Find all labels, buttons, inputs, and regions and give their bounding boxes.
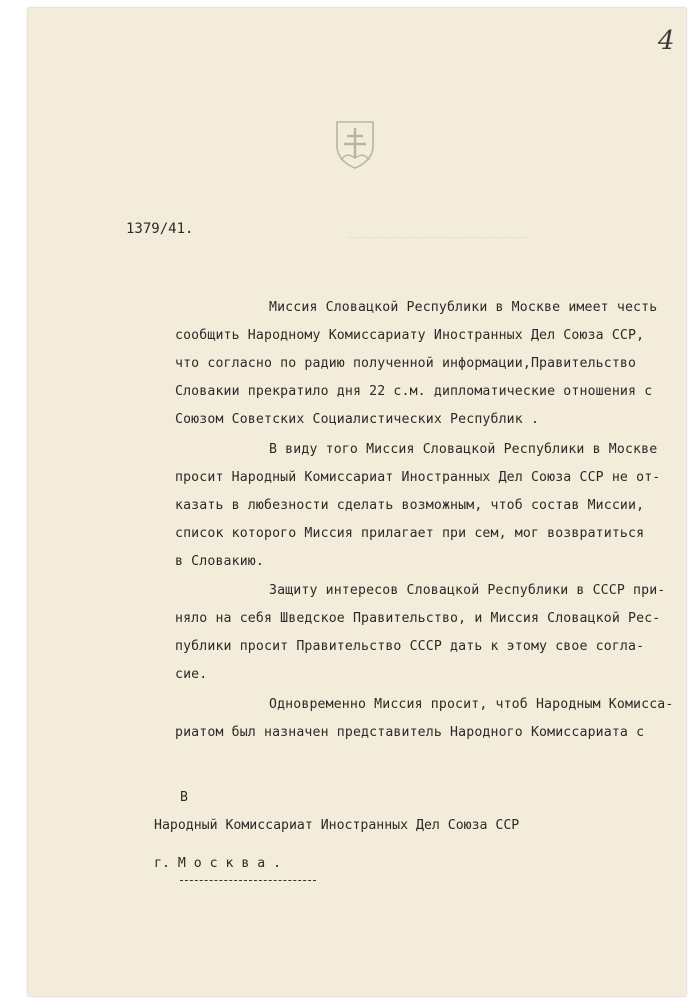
addressee-preposition: В bbox=[180, 790, 188, 805]
paragraph-3-line-3: публики просит Правительство СССР дать к этому свое согла- bbox=[175, 639, 645, 654]
coat-of-arms-emblem bbox=[333, 118, 377, 170]
paragraph-1-line-5: Союзом Советских Социалистических Республик . bbox=[175, 412, 540, 427]
paragraph-2-line-1: В виду того Миссия Словацкой Республики в Москве bbox=[269, 442, 658, 457]
paragraph-2-line-3: казать в любезности сделать возможным, чтоб состав Миссии, bbox=[175, 498, 645, 513]
paragraph-4-line-2: риатом был назначен представитель Народного Комиссариата с bbox=[175, 725, 645, 740]
paragraph-2-line-5: в Словакию. bbox=[175, 554, 264, 569]
document-page bbox=[28, 8, 686, 996]
paragraph-1-line-3: что согласно по радию полученной информации,Правительство bbox=[175, 356, 637, 371]
paragraph-3-line-2: няло на себя Шведское Правительство, и Миссия Словацкой Рес- bbox=[175, 611, 661, 626]
bleed-through-text: ————————————————————————— bbox=[348, 230, 529, 244]
addressee-name: Народный Комиссариат Иностранных Дел Союза ССР bbox=[154, 818, 520, 833]
paragraph-3-line-4: сие. bbox=[175, 667, 208, 682]
city-underline bbox=[180, 880, 316, 881]
paragraph-1-line-4: Словакии прекратило дня 22 с.м. дипломатические отношения с bbox=[175, 384, 653, 399]
paragraph-1-line-1: Миссия Словацкой Республики в Москве имеет честь bbox=[269, 300, 658, 315]
paragraph-2-line-2: просит Народный Комиссариат Иностранных Дел Союза ССР не от- bbox=[175, 470, 661, 485]
paragraph-3-line-1: Защиту интересов Словацкой Республики в СССР при- bbox=[269, 583, 666, 598]
reference-number: 1379/41. bbox=[126, 221, 194, 237]
addressee-city: г. М о с к в а . bbox=[154, 856, 282, 871]
paragraph-2-line-4: список которого Миссия прилагает при сем, мог возвратиться bbox=[175, 526, 645, 541]
paragraph-4-line-1: Одновременно Миссия просит, чтоб Народным Комисса- bbox=[269, 697, 674, 712]
page-number: 4 bbox=[658, 26, 675, 56]
paragraph-1-line-2: сообщить Народному Комиссариату Иностранных Дел Союза ССР, bbox=[175, 328, 645, 343]
